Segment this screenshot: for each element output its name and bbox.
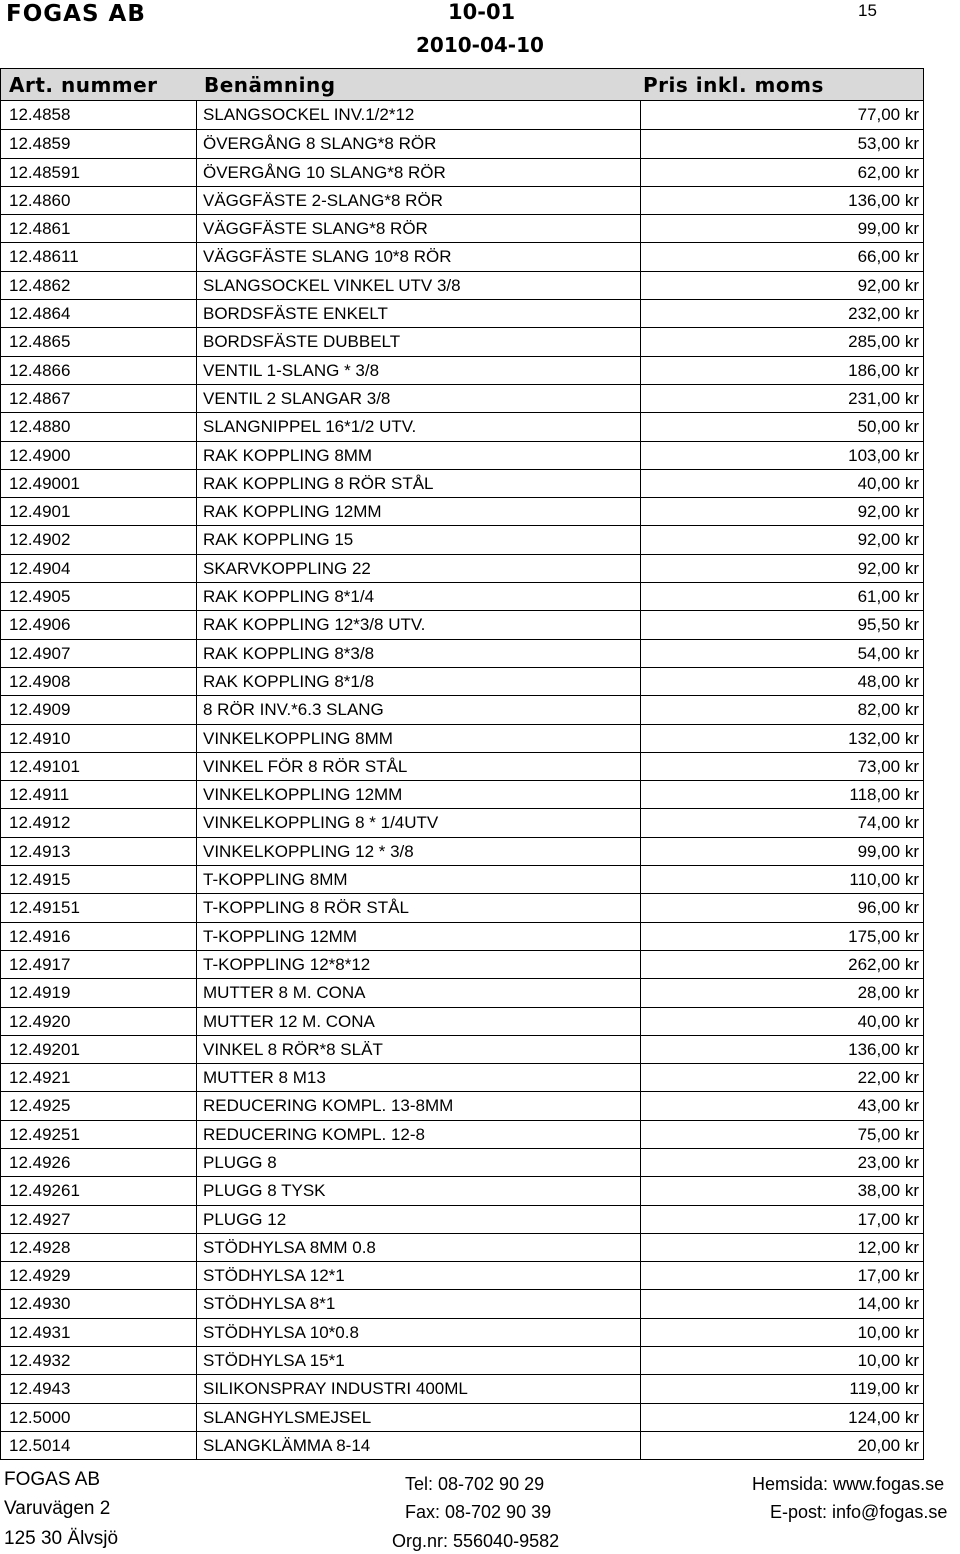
description-cell: RAK KOPPLING 8 RÖR STÅL xyxy=(197,470,641,497)
table-row xyxy=(1,950,923,978)
price-cell: 136,00 kr xyxy=(848,1039,919,1059)
article-number-cell: 12.4866 xyxy=(1,357,197,384)
table-row xyxy=(1,1007,923,1035)
article-number-cell: 12.4910 xyxy=(1,725,197,752)
article-number-cell: 12.4943 xyxy=(1,1375,197,1402)
article-number-cell: 12.4930 xyxy=(1,1290,197,1317)
article-number-cell: 12.4925 xyxy=(1,1092,197,1119)
table-row xyxy=(1,1346,923,1374)
price-cell: 231,00 kr xyxy=(848,388,919,408)
description-cell: RAK KOPPLING 12MM xyxy=(197,498,641,525)
description-cell: STÖDHYLSA 15*1 xyxy=(197,1347,641,1374)
description-cell: PLUGG 8 TYSK xyxy=(197,1177,641,1204)
description-cell: PLUGG 8 xyxy=(197,1149,641,1176)
description-cell: RAK KOPPLING 15 xyxy=(197,526,641,553)
table-row xyxy=(1,554,923,582)
description-cell: T-KOPPLING 8 RÖR STÅL xyxy=(197,894,641,921)
description-cell: SLANGSOCKEL VINKEL UTV 3/8 xyxy=(197,272,641,299)
description-cell: T-KOPPLING 8MM xyxy=(197,866,641,893)
article-number-cell: 12.49261 xyxy=(1,1177,197,1204)
price-cell: 262,00 kr xyxy=(848,954,919,974)
table-row xyxy=(1,384,923,412)
table-row xyxy=(1,667,923,695)
price-cell: 92,00 kr xyxy=(857,530,919,550)
price-cell: 96,00 kr xyxy=(857,898,919,918)
description-cell: STÖDHYLSA 10*0.8 xyxy=(197,1319,641,1346)
article-number-cell: 12.4915 xyxy=(1,866,197,893)
article-number-cell: 12.4931 xyxy=(1,1319,197,1346)
price-cell: 92,00 kr xyxy=(857,502,919,522)
description-cell: STÖDHYLSA 8MM 0.8 xyxy=(197,1234,641,1261)
description-cell: VINKELKOPPLING 12 * 3/8 xyxy=(197,838,641,865)
price-cell: 38,00 kr xyxy=(857,1181,919,1201)
table-row xyxy=(1,441,923,469)
price-list-date: 2010-04-10 xyxy=(416,33,544,57)
price-cell: 17,00 kr xyxy=(857,1209,919,1229)
description-cell: RAK KOPPLING 8*1/4 xyxy=(197,583,641,610)
price-cell: 62,00 kr xyxy=(857,162,919,182)
article-number-cell: 12.4928 xyxy=(1,1234,197,1261)
table-row xyxy=(1,780,923,808)
price-cell: 110,00 kr xyxy=(849,870,919,890)
description-cell: ÖVERGÅNG 10 SLANG*8 RÖR xyxy=(197,159,641,186)
table-row xyxy=(1,837,923,865)
footer-company: FOGAS AB xyxy=(4,1469,101,1490)
price-cell: 14,00 kr xyxy=(857,1294,919,1314)
article-number-cell: 12.4921 xyxy=(1,1064,197,1091)
price-cell: 53,00 kr xyxy=(857,134,919,154)
article-number-cell: 12.4927 xyxy=(1,1206,197,1233)
article-number-cell: 12.4912 xyxy=(1,809,197,836)
table-row xyxy=(1,242,923,270)
description-cell: VÄGGFÄSTE 2-SLANG*8 RÖR xyxy=(197,187,641,214)
table-row xyxy=(1,893,923,921)
article-number-cell: 12.4902 xyxy=(1,526,197,553)
table-row xyxy=(1,158,923,186)
description-cell: VÄGGFÄSTE SLANG*8 RÖR xyxy=(197,215,641,242)
article-number-cell: 12.4906 xyxy=(1,611,197,638)
price-cell: 17,00 kr xyxy=(857,1266,919,1286)
price-cell: 75,00 kr xyxy=(857,1124,919,1144)
price-cell: 66,00 kr xyxy=(857,247,919,267)
description-cell: BORDSFÄSTE DUBBELT xyxy=(197,328,641,355)
article-number-cell: 12.4932 xyxy=(1,1347,197,1374)
article-number-cell: 12.5014 xyxy=(1,1432,197,1459)
description-cell: MUTTER 8 M13 xyxy=(197,1064,641,1091)
price-cell: 20,00 kr xyxy=(857,1435,919,1455)
description-cell: VINKELKOPPLING 8 * 1/4UTV xyxy=(197,809,641,836)
price-cell: 10,00 kr xyxy=(857,1322,919,1342)
price-cell: 186,00 kr xyxy=(848,360,919,380)
article-number-cell: 12.49001 xyxy=(1,470,197,497)
table-row xyxy=(1,1205,923,1233)
description-cell: VÄGGFÄSTE SLANG 10*8 RÖR xyxy=(197,243,641,270)
footer xyxy=(0,1462,960,1554)
description-cell: SILIKONSPRAY INDUSTRI 400ML xyxy=(197,1375,641,1402)
price-cell: 40,00 kr xyxy=(857,1011,919,1031)
article-number-cell: 12.4919 xyxy=(1,979,197,1006)
table-row xyxy=(1,271,923,299)
article-number-cell: 12.4905 xyxy=(1,583,197,610)
price-cell: 43,00 kr xyxy=(857,1096,919,1116)
description-cell: MUTTER 12 M. CONA xyxy=(197,1008,641,1035)
table-row xyxy=(1,299,923,327)
table-row xyxy=(1,469,923,497)
table-header xyxy=(0,68,924,101)
description-cell: STÖDHYLSA 12*1 xyxy=(197,1262,641,1289)
article-number-cell: 12.4917 xyxy=(1,951,197,978)
footer-city: 125 30 Älvsjö xyxy=(4,1528,119,1549)
table-row xyxy=(1,1318,923,1346)
table-row xyxy=(1,1035,923,1063)
article-number-cell: 12.4916 xyxy=(1,923,197,950)
description-cell: 8 RÖR INV.*6.3 SLANG xyxy=(197,696,641,723)
description-cell: VINKEL 8 RÖR*8 SLÄT xyxy=(197,1036,641,1063)
article-number-cell: 12.49101 xyxy=(1,753,197,780)
price-cell: 132,00 kr xyxy=(848,728,919,748)
description-cell: SLANGHYLSMEJSEL xyxy=(197,1404,641,1431)
description-cell: SLANGKLÄMMA 8-14 xyxy=(197,1432,641,1459)
description-cell: T-KOPPLING 12MM xyxy=(197,923,641,950)
table-row xyxy=(1,922,923,950)
table-row xyxy=(1,1233,923,1261)
table-row xyxy=(1,695,923,723)
table-row xyxy=(1,1431,923,1459)
price-cell: 285,00 kr xyxy=(848,332,919,352)
description-cell: T-KOPPLING 12*8*12 xyxy=(197,951,641,978)
article-number-cell: 12.48611 xyxy=(1,243,197,270)
price-cell: 124,00 kr xyxy=(848,1407,919,1427)
article-number-cell: 12.4911 xyxy=(1,781,197,808)
table-row xyxy=(1,639,923,667)
footer-website: Hemsida: www.fogas.se xyxy=(752,1474,945,1494)
footer-email: E-post: info@fogas.se xyxy=(770,1502,948,1522)
article-number-cell: 12.4861 xyxy=(1,215,197,242)
description-cell: STÖDHYLSA 8*1 xyxy=(197,1290,641,1317)
price-cell: 54,00 kr xyxy=(857,643,919,663)
article-number-cell: 12.4909 xyxy=(1,696,197,723)
table-row xyxy=(1,525,923,553)
table-row xyxy=(1,724,923,752)
description-cell: SLANGSOCKEL INV.1/2*12 xyxy=(197,101,641,129)
table-row xyxy=(1,214,923,242)
price-cell: 92,00 kr xyxy=(857,275,919,295)
column-header-price: Pris inkl. moms xyxy=(643,73,824,97)
article-number-cell: 12.4858 xyxy=(1,101,197,129)
article-number-cell: 12.4862 xyxy=(1,272,197,299)
price-cell: 175,00 kr xyxy=(848,926,919,946)
article-number-cell: 12.4865 xyxy=(1,328,197,355)
description-cell: REDUCERING KOMPL. 12-8 xyxy=(197,1121,641,1148)
footer-org-number: Org.nr: 556040-9582 xyxy=(392,1531,560,1551)
article-number-cell: 12.4929 xyxy=(1,1262,197,1289)
description-cell: SKARVKOPPLING 22 xyxy=(197,555,641,582)
table-row xyxy=(1,1289,923,1317)
price-cell: 10,00 kr xyxy=(857,1351,919,1371)
table-row xyxy=(1,752,923,780)
price-cell: 22,00 kr xyxy=(857,1068,919,1088)
article-number-cell: 12.4926 xyxy=(1,1149,197,1176)
description-cell: PLUGG 12 xyxy=(197,1206,641,1233)
description-cell: RAK KOPPLING 8*3/8 xyxy=(197,640,641,667)
price-cell: 40,00 kr xyxy=(857,473,919,493)
table-row xyxy=(1,1261,923,1289)
article-number-cell: 12.5000 xyxy=(1,1404,197,1431)
price-cell: 28,00 kr xyxy=(857,983,919,1003)
price-cell: 118,00 kr xyxy=(849,785,919,805)
table-row xyxy=(1,327,923,355)
price-cell: 77,00 kr xyxy=(857,105,919,124)
column-header-description: Benämning xyxy=(204,73,336,97)
price-cell: 99,00 kr xyxy=(857,841,919,861)
article-number-cell: 12.4907 xyxy=(1,640,197,667)
description-cell: RAK KOPPLING 8MM xyxy=(197,442,641,469)
article-number-cell: 12.49251 xyxy=(1,1121,197,1148)
table-row xyxy=(1,129,923,157)
description-cell: RAK KOPPLING 12*3/8 UTV. xyxy=(197,611,641,638)
description-cell: SLANGNIPPEL 16*1/2 UTV. xyxy=(197,413,641,440)
price-list-code: 10-01 xyxy=(448,0,516,24)
price-cell: 99,00 kr xyxy=(857,219,919,239)
table-row xyxy=(1,412,923,440)
footer-street: Varuvägen 2 xyxy=(4,1498,111,1519)
description-cell: VINKEL FÖR 8 RÖR STÅL xyxy=(197,753,641,780)
price-cell: 48,00 kr xyxy=(857,671,919,691)
footer-phone: Tel: 08-702 90 29 xyxy=(405,1474,545,1494)
price-table xyxy=(0,101,924,1460)
description-cell: ÖVERGÅNG 8 SLANG*8 RÖR xyxy=(197,130,641,157)
table-row xyxy=(1,610,923,638)
description-cell: VINKELKOPPLING 8MM xyxy=(197,725,641,752)
table-row xyxy=(1,1063,923,1091)
article-number-cell: 12.4908 xyxy=(1,668,197,695)
description-cell: VINKELKOPPLING 12MM xyxy=(197,781,641,808)
article-number-cell: 12.49151 xyxy=(1,894,197,921)
price-cell: 95,50 kr xyxy=(857,615,919,635)
description-cell: VENTIL 2 SLANGAR 3/8 xyxy=(197,385,641,412)
article-number-cell: 12.4860 xyxy=(1,187,197,214)
price-cell: 50,00 kr xyxy=(857,417,919,437)
table-row xyxy=(1,1120,923,1148)
price-cell: 232,00 kr xyxy=(848,304,919,324)
price-cell: 92,00 kr xyxy=(857,558,919,578)
table-row xyxy=(1,497,923,525)
price-cell: 12,00 kr xyxy=(857,1237,919,1257)
article-number-cell: 12.4859 xyxy=(1,130,197,157)
table-row xyxy=(1,1403,923,1431)
price-cell: 61,00 kr xyxy=(857,587,919,607)
table-row xyxy=(1,865,923,893)
table-row xyxy=(1,978,923,1006)
article-number-cell: 12.4920 xyxy=(1,1008,197,1035)
description-cell: VENTIL 1-SLANG * 3/8 xyxy=(197,357,641,384)
table-row xyxy=(1,808,923,836)
price-cell: 103,00 kr xyxy=(848,445,919,465)
price-cell: 119,00 kr xyxy=(849,1379,919,1399)
table-row xyxy=(1,101,923,129)
table-row xyxy=(1,1176,923,1204)
article-number-cell: 12.4880 xyxy=(1,413,197,440)
article-number-cell: 12.4901 xyxy=(1,498,197,525)
price-cell: 73,00 kr xyxy=(857,756,919,776)
table-row xyxy=(1,186,923,214)
page-number: 15 xyxy=(858,1,877,20)
description-cell: MUTTER 8 M. CONA xyxy=(197,979,641,1006)
description-cell: RAK KOPPLING 8*1/8 xyxy=(197,668,641,695)
article-number-cell: 12.4913 xyxy=(1,838,197,865)
table-row xyxy=(1,1374,923,1402)
company-name: FOGAS AB xyxy=(6,1,146,27)
table-row xyxy=(1,582,923,610)
table-row xyxy=(1,1091,923,1119)
article-number-cell: 12.49201 xyxy=(1,1036,197,1063)
price-cell: 82,00 kr xyxy=(857,700,919,720)
description-cell: REDUCERING KOMPL. 13-8MM xyxy=(197,1092,641,1119)
article-number-cell: 12.4904 xyxy=(1,555,197,582)
article-number-cell: 12.4864 xyxy=(1,300,197,327)
column-header-art-number: Art. nummer xyxy=(9,73,158,97)
table-row xyxy=(1,356,923,384)
footer-fax: Fax: 08-702 90 39 xyxy=(405,1502,552,1522)
price-cell: 23,00 kr xyxy=(857,1152,919,1172)
price-cell: 136,00 kr xyxy=(848,190,919,210)
article-number-cell: 12.4867 xyxy=(1,385,197,412)
description-cell: BORDSFÄSTE ENKELT xyxy=(197,300,641,327)
article-number-cell: 12.48591 xyxy=(1,159,197,186)
price-cell: 74,00 kr xyxy=(857,813,919,833)
table-row xyxy=(1,1148,923,1176)
article-number-cell: 12.4900 xyxy=(1,442,197,469)
